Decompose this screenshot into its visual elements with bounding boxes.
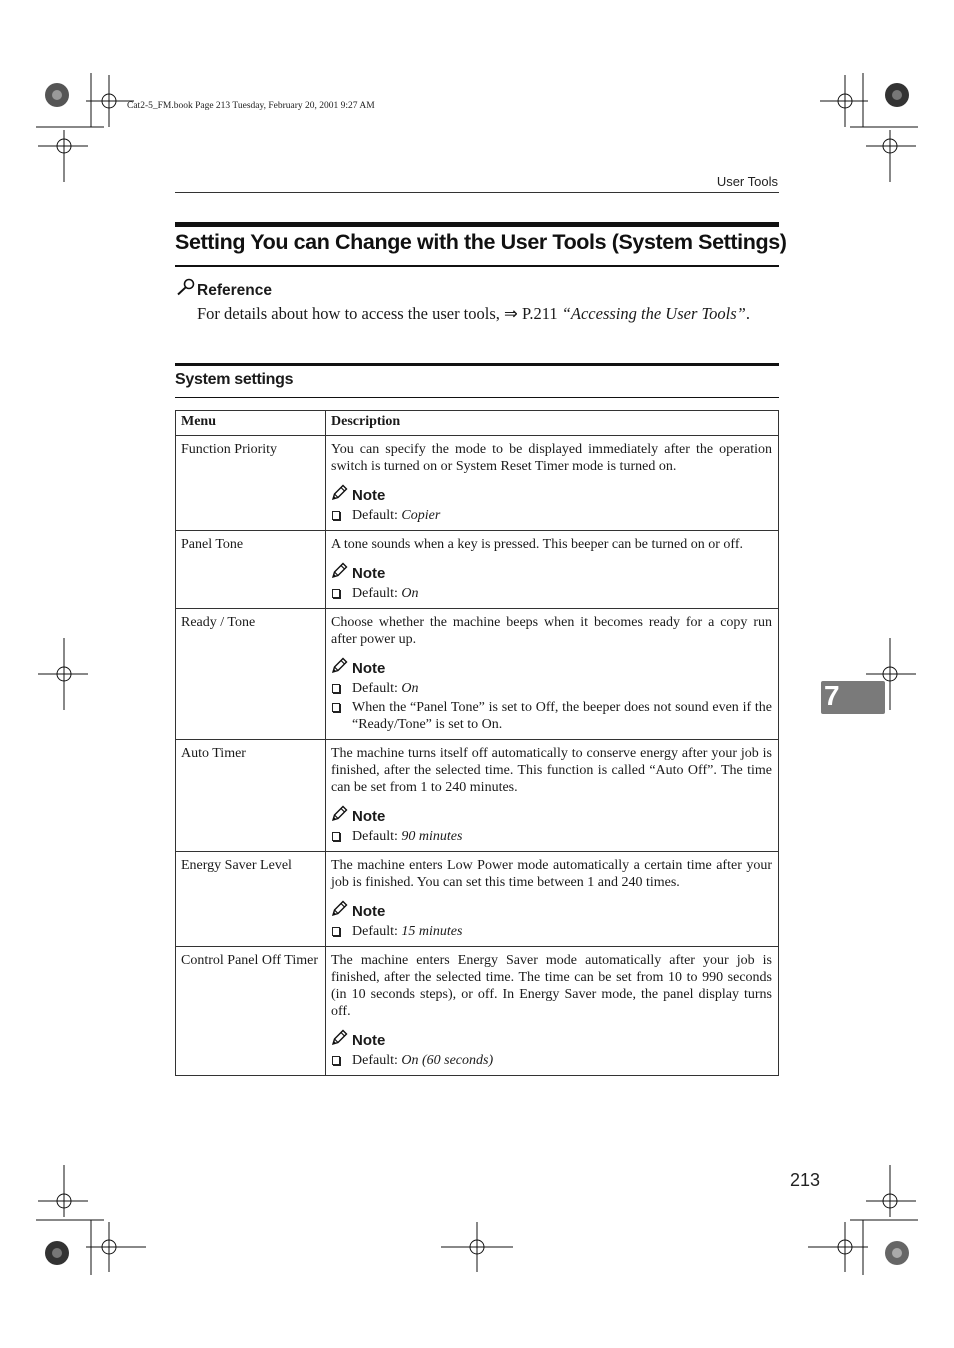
pencil-icon: [331, 1029, 348, 1051]
page-title: Setting You can Change with the User Tools (System Settings): [175, 230, 787, 254]
note-bullet: [331, 1052, 772, 1069]
note-bullet: [331, 699, 772, 733]
description-cell: [326, 531, 779, 609]
table-row: [176, 531, 779, 609]
reference-body: For details about how to access the user tools, ⇒ P.211: [197, 304, 562, 323]
description-cell: [326, 609, 779, 740]
note-text: Default:: [352, 1053, 402, 1068]
menu-cell: Panel Tone: [176, 531, 326, 609]
note-block: [331, 901, 772, 946]
note-block: [331, 485, 772, 530]
menu-cell: Control Panel Off Timer: [176, 947, 326, 1076]
description-text: The machine enters Energy Saver mode automatically after your job is finished, after the selected time. The time can be set from 10 to 990 seconds (in 10 seconds steps), or off. In Energy Saver mode, the panel display turns off.: [331, 953, 772, 1019]
note-heading: [331, 806, 772, 826]
checkbox-bullet-icon: [332, 589, 340, 598]
pencil-icon: [331, 657, 348, 679]
note-label: Note: [352, 486, 386, 504]
note-block: [331, 1030, 772, 1075]
description-text: A tone sounds when a key is pressed. This beeper can be turned on or off.: [331, 537, 743, 552]
section-title: System settings: [175, 371, 294, 388]
chapter-number: 7: [824, 680, 840, 711]
note-heading: [331, 485, 772, 505]
menu-cell: Function Priority: [176, 436, 326, 531]
table-row: [176, 947, 779, 1076]
note-text: Default:: [352, 924, 402, 939]
note-text: When the “Panel Tone” is set to Off, the beeper does not sound even if the “Ready/Tone” is set to On.: [352, 700, 772, 732]
section-bar: [175, 363, 779, 366]
checkbox-bullet-icon: [332, 684, 340, 693]
default-value: Copier: [401, 508, 441, 523]
note-label: Note: [352, 659, 386, 677]
note-text: Default:: [352, 586, 402, 601]
note-label: Note: [352, 902, 386, 920]
pencil-icon: [331, 900, 348, 922]
description-cell: [326, 947, 779, 1076]
description-cell: [326, 436, 779, 531]
menu-cell: Energy Saver Level: [176, 852, 326, 947]
pencil-icon: [331, 562, 348, 584]
note-bullet: [331, 680, 772, 697]
column-header-menu: Menu: [176, 411, 326, 436]
column-header-description: Description: [326, 411, 779, 436]
reference-link[interactable]: “Accessing the User Tools”: [561, 304, 746, 323]
note-text: Default:: [352, 508, 402, 523]
title-bar: [175, 222, 779, 227]
description-cell: [326, 740, 779, 852]
note-bullet: [331, 923, 772, 940]
note-label: Note: [352, 807, 386, 825]
note-bullet: [331, 585, 772, 602]
table-row: [176, 609, 779, 740]
page-number: 213: [790, 1170, 821, 1190]
table-body: [176, 436, 779, 1076]
note-label: Note: [352, 1031, 386, 1049]
default-value: On: [401, 681, 419, 696]
note-heading: [331, 1030, 772, 1050]
table-row: [176, 740, 779, 852]
description-cell: [326, 852, 779, 947]
note-text: Default:: [352, 681, 402, 696]
pencil-icon: [331, 484, 348, 506]
note-text: Default:: [352, 829, 402, 844]
checkbox-bullet-icon: [332, 832, 340, 841]
header-rule: [175, 192, 779, 193]
menu-cell: Ready / Tone: [176, 609, 326, 740]
checkbox-bullet-icon: [332, 511, 340, 520]
magnifier-icon: [176, 278, 196, 301]
note-block: [331, 563, 772, 608]
note-heading: [331, 563, 772, 583]
section-rule: [175, 397, 779, 398]
reference-label: Reference: [197, 282, 272, 299]
menu-cell: Auto Timer: [176, 740, 326, 852]
description-text: You can specify the mode to be displayed immediately after the operation switch is turned on or System Reset Timer mode is turned on.: [331, 442, 772, 474]
description-text: The machine enters Low Power mode automatically a certain time after your job is finished. You can set this time between 1 and 240 times.: [331, 858, 772, 890]
table-header-row: [176, 411, 779, 436]
description-text: The machine turns itself off automatically to conserve energy after your job is finished, after the selected time. This function is called “Auto Off”. The time can be set from 1 to 240 minutes.: [331, 746, 772, 795]
note-heading: [331, 901, 772, 921]
note-label: Note: [352, 564, 386, 582]
checkbox-bullet-icon: [332, 1056, 340, 1065]
description-text: Choose whether the machine beeps when it becomes ready for a copy run after power up.: [331, 615, 772, 647]
title-rule: [175, 265, 779, 267]
default-value: 15 minutes: [401, 924, 463, 939]
note-bullet: [331, 507, 772, 524]
note-block: [331, 658, 772, 739]
reference-suffix: .: [745, 304, 750, 323]
pencil-icon: [331, 805, 348, 827]
default-value: On (60 seconds): [401, 1053, 494, 1068]
system-settings-table: [175, 410, 779, 1076]
table-row: [176, 436, 779, 531]
default-value: 90 minutes: [401, 829, 463, 844]
note-block: [331, 806, 772, 851]
checkbox-bullet-icon: [332, 927, 340, 936]
default-value: On: [401, 586, 419, 601]
table-row: [176, 852, 779, 947]
note-bullet: [331, 828, 772, 845]
checkbox-bullet-icon: [332, 703, 340, 712]
file-info: Cat2-5_FM.book Page 213 Tuesday, February 20, 2001 9:27 AM: [127, 101, 375, 111]
reference-text: [197, 303, 777, 324]
running-head: User Tools: [716, 174, 778, 189]
note-heading: [331, 658, 772, 678]
